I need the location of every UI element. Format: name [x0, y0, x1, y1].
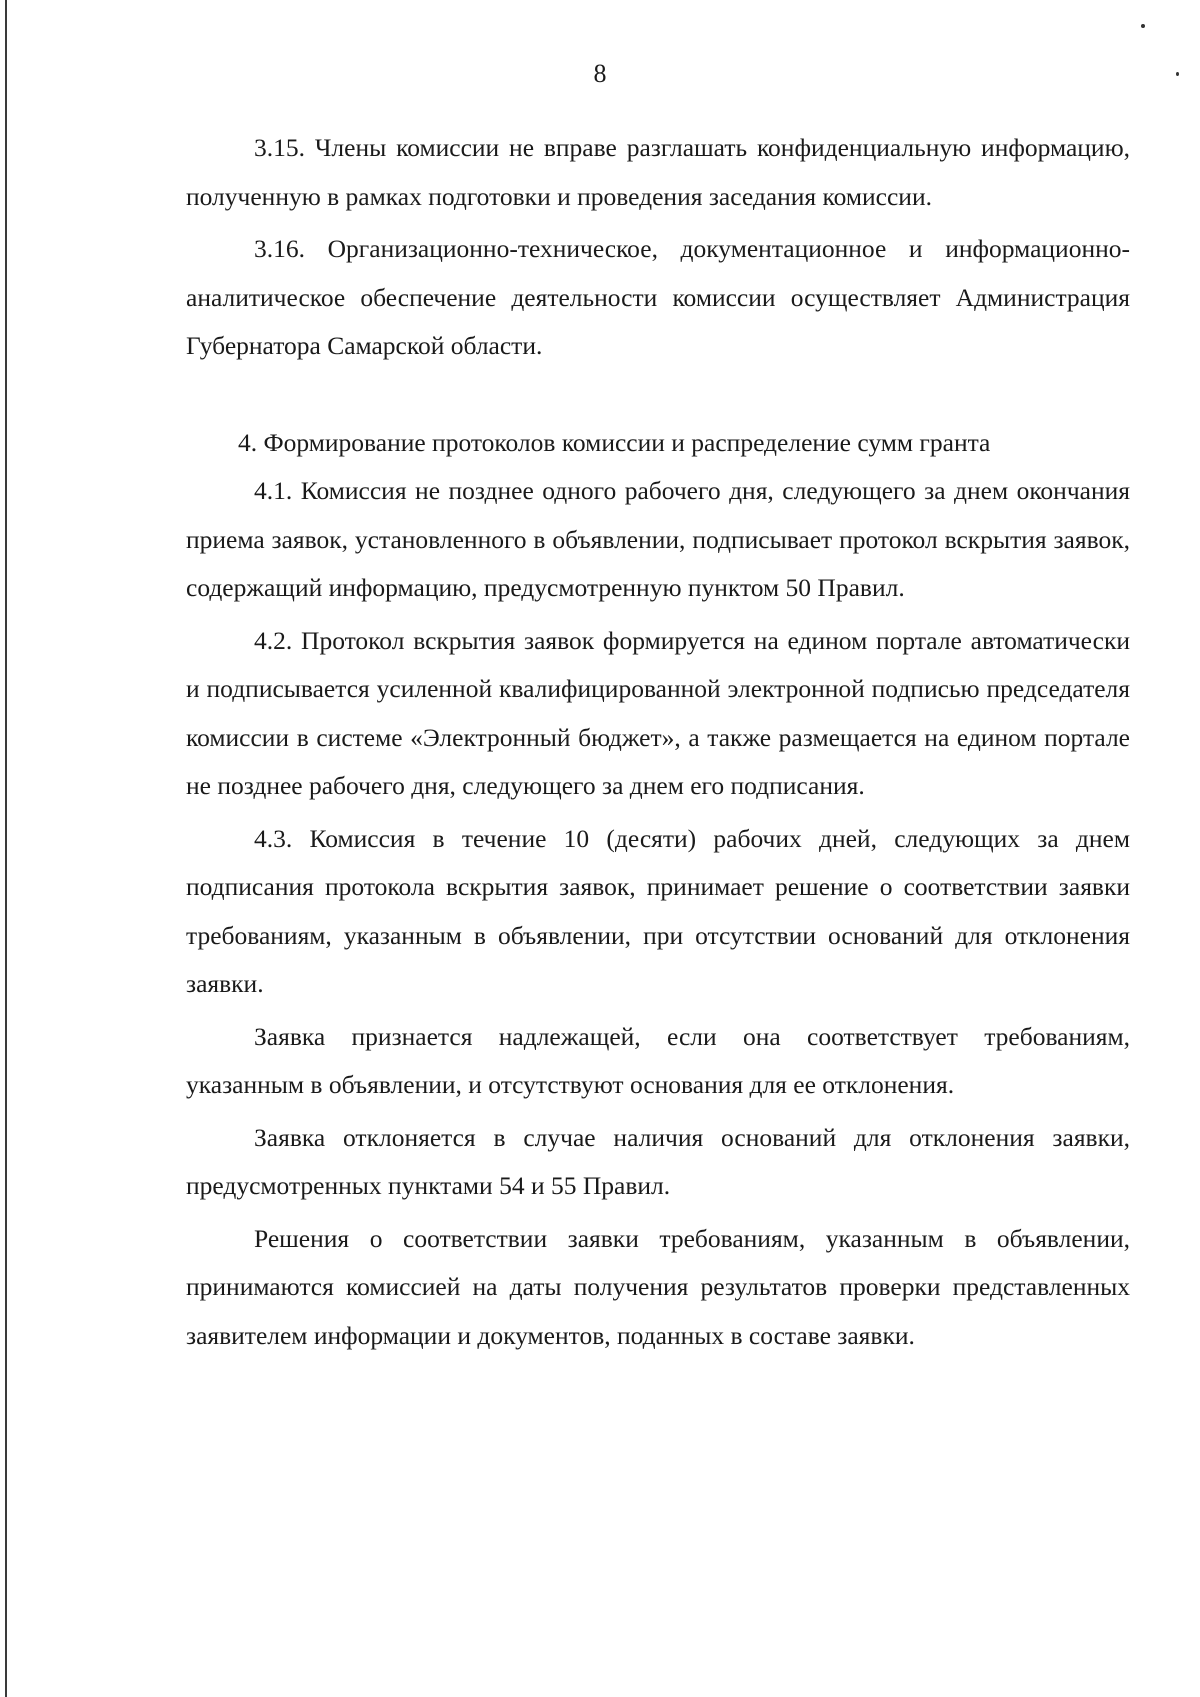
page-number: 8: [593, 59, 607, 88]
paragraph-3-15: 3.15. Члены комиссии не вправе разглашать конфиденциальную информацию, полученную в рамках подготовки и проведения заседания комиссии.: [186, 133, 1130, 211]
paragraph-4-1: 4.1. Комиссия не позднее одного рабочего дня, следующего за днем окончания приема заявок, установленного в объявлении, подписывает протокол вскрытия заявок, содержащий информацию, предусмотренную пунктом 50 Правил.: [186, 476, 1130, 602]
paragraph-4-3: 4.3. Комиссия в течение 10 (десяти) рабочих дней, следующих за днем подписания протокола вскрытия заявок, принимает решение о соответствии заявки требованиям, указанным в объявлении, при отсутствии оснований для отклонения заявки.: [186, 823, 1130, 998]
paragraph-application-proper: Заявка признается надлежащей, если она соответствует требованиям, указанным в объявлении, и отсутствуют основания для ее отклонения.: [186, 1021, 1130, 1099]
binding-edge-line: [5, 0, 7, 1697]
paragraph-4-2: 4.2. Протокол вскрытия заявок формируется на едином портале автоматически и подписывается усиленной квалифицированной электронной подписью председателя комиссии в системе «Электронный бюджет», а также размещается на едином портале не позднее рабочего дня, следующего за днем его подписания.: [186, 625, 1130, 800]
document-body: [186, 124, 1130, 1364]
paragraph-decisions: Решения о соответствии заявки требованиям, указанным в объявлении, принимаются комиссией на даты получения результатов проверки представленных заявителем информации и документов, поданных в составе заявки.: [186, 1223, 1130, 1350]
scan-speck: [1141, 24, 1145, 28]
paragraph-3-16: 3.16. Организационно-техническое, документационное и информационно-аналитическое обеспечение деятельности комиссии осуществляет Администрация Губернатора Самарской области.: [186, 234, 1130, 360]
paragraph-application-rejected: Заявка отклоняется в случае наличия оснований для отклонения заявки, предусмотренных пунктами 54 и 55 Правил.: [186, 1122, 1130, 1200]
section-heading-4: 4. Формирование протоколов комиссии и распределение сумм гранта: [238, 427, 991, 457]
